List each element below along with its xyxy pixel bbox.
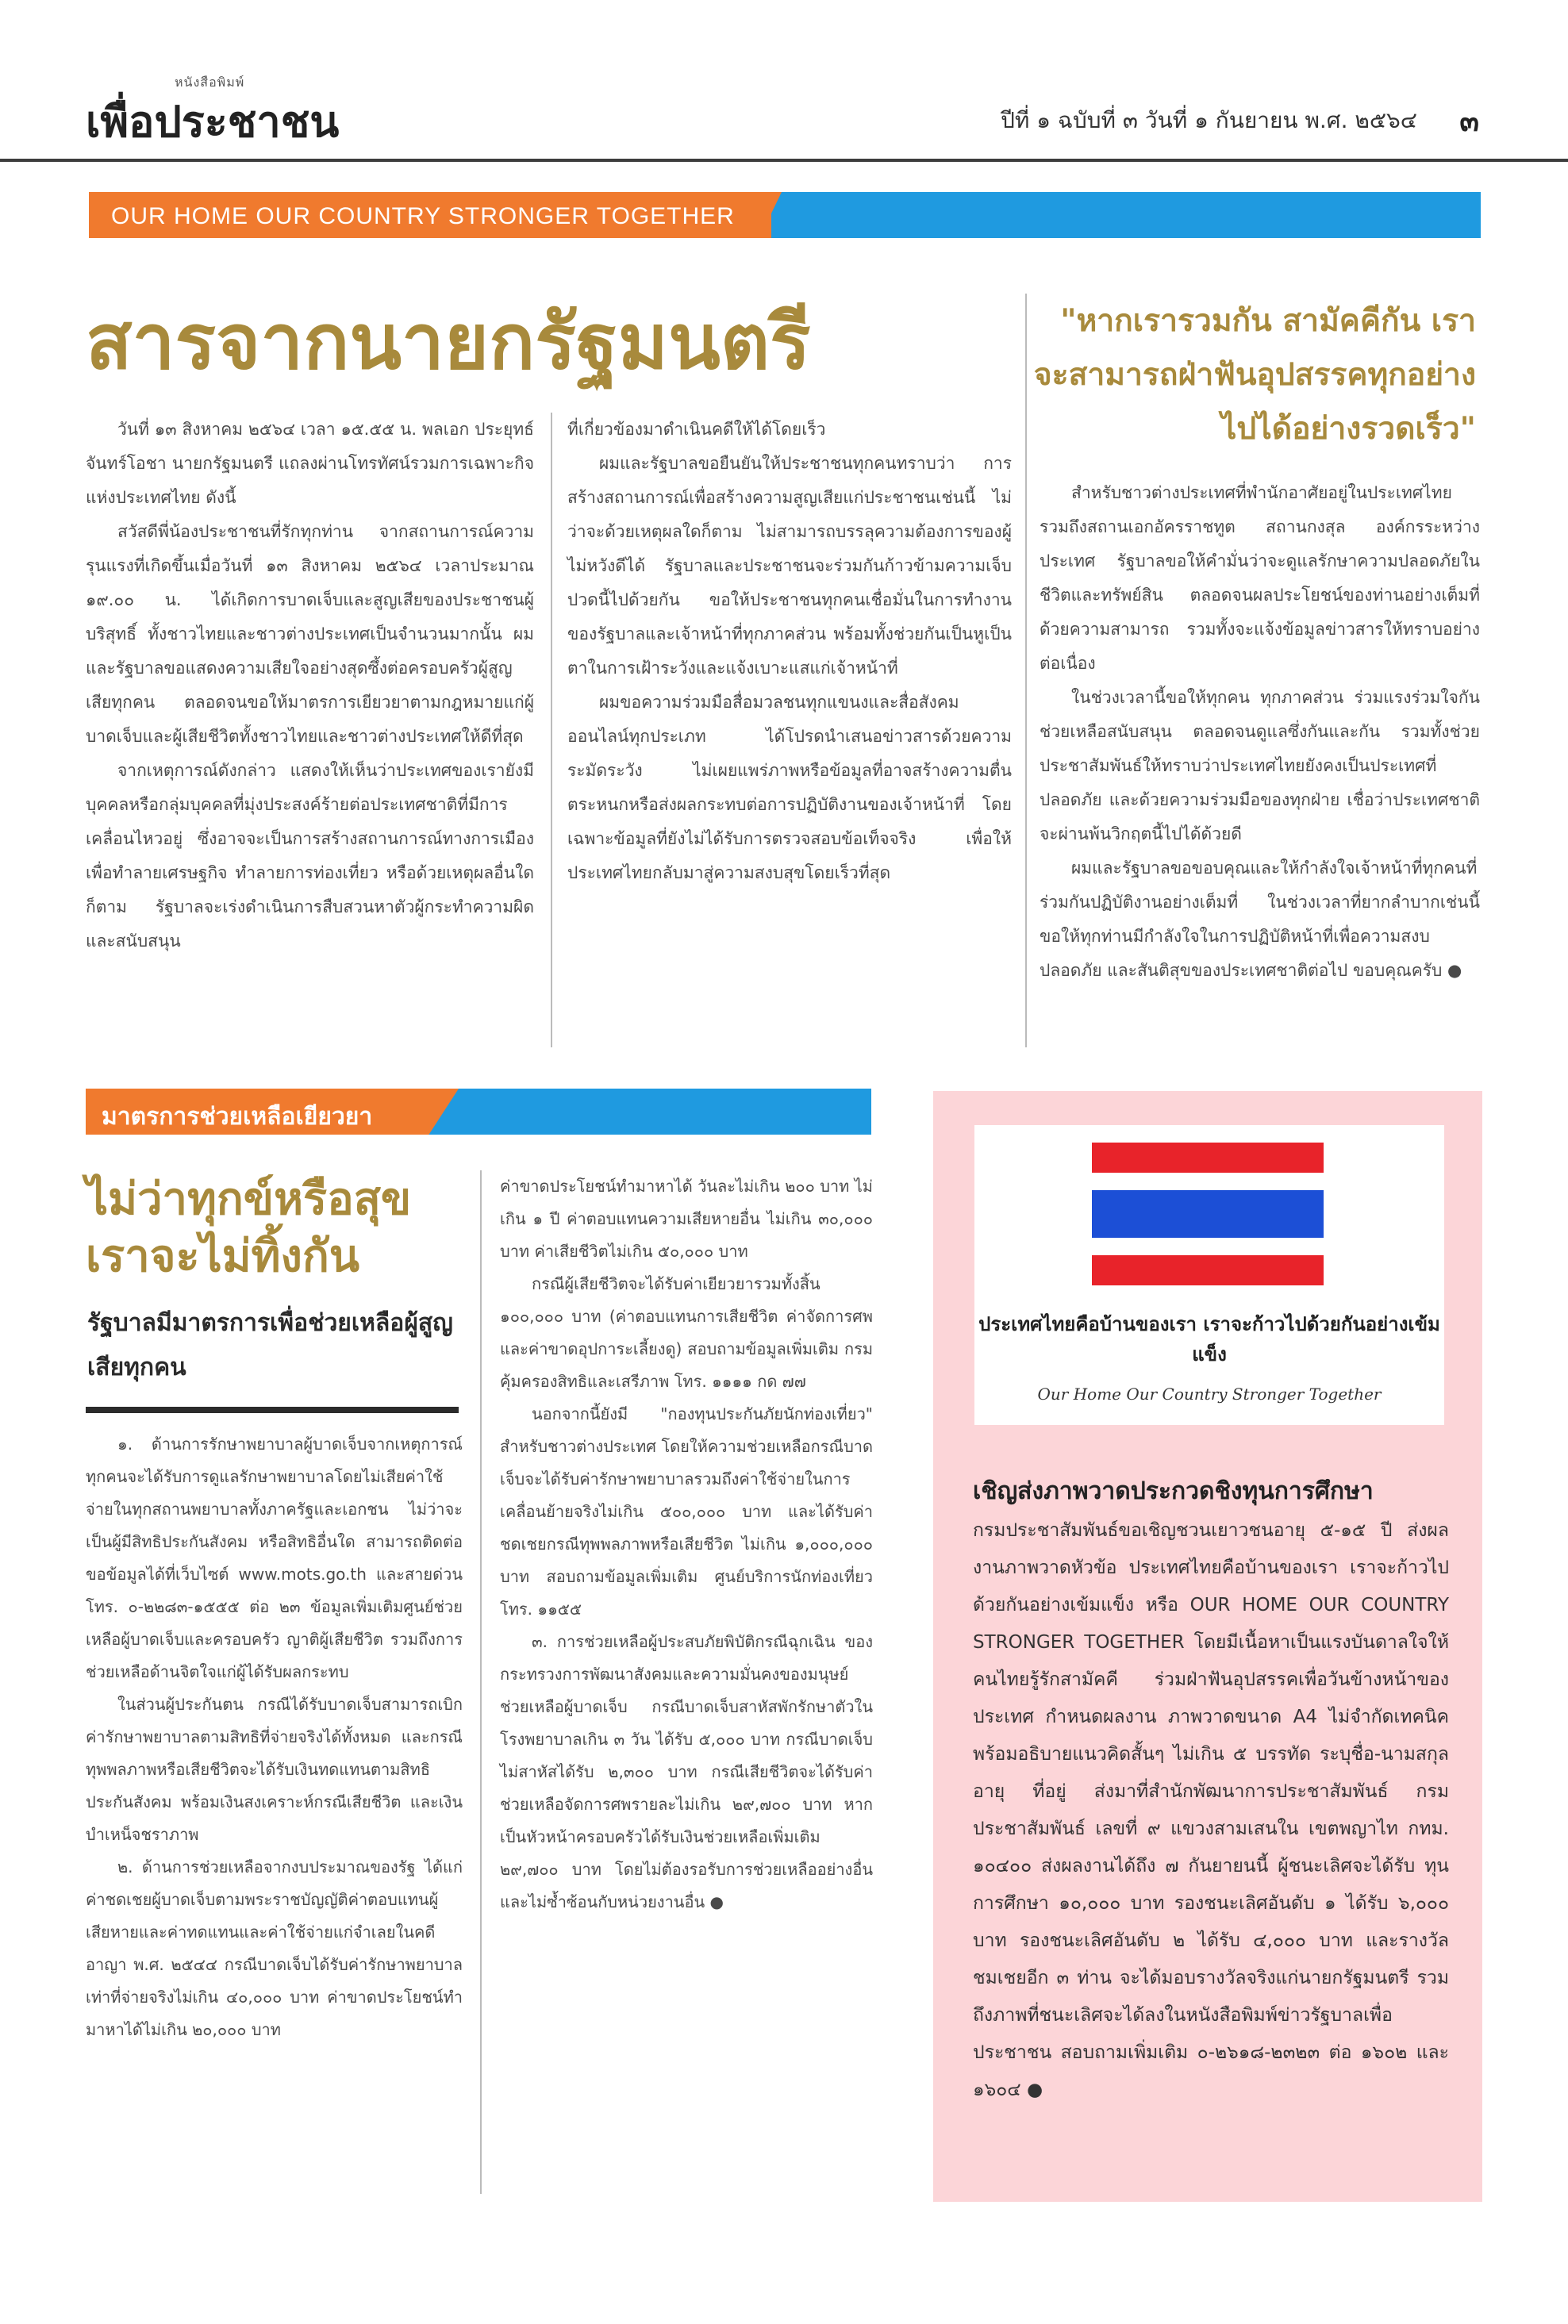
article-paragraph: ผมขอความร่วมมือสื่อมวลชนทุกแขนงและสื่อสังคมออนไลน์ทุกประเภท ได้โปรดนำเสนอข่าวสารด้วยความระมัดระวัง ไม่เผยแพร่ภาพหรือข้อมูลที่อาจสร้างความตื่นตระหนกหรือส่งผลกระทบต่อการปฏิบัติงานของเจ้าหน้าที่ โดยเฉพาะข้อมูลที่ยังไม่ได้รับการตรวจสอบข้อเท็จจริง เพื่อให้ประเทศไทยกลับมาสู่ความสงบสุขโดยเร็วที่สุด (567, 693, 1012, 882)
flag-stripe-white-bottom (1092, 1238, 1324, 1255)
masthead-divider (0, 159, 1568, 162)
relief-paragraph: ๒. ด้านการช่วยเหลือจากงบประมาณของรัฐ ได้แก่ ค่าชดเชยผู้บาดเจ็บตามพระราชบัญญัติค่าตอบแทนผู้เสียหายและค่าทดแทนและค่าใช้จ่ายแก่จำเลยในคดีอาญา พ.ศ. ๒๕๔๔ กรณีบาดเจ็บได้รับค่ารักษาพยาบาลเท่าที่จ่ายจริงไม่เกิน ๔๐,๐๐๐ บาท ค่าขาดประโยชน์ทำมาหาได้ไม่เกิน ๒๐,๐๐๐ บาท (86, 1857, 463, 2039)
relief-paragraph: ค่าขาดประโยชน์ทำมาหาได้ วันละไม่เกิน ๒๐๐ บาท ไม่เกิน ๑ ปี ค่าตอบแทนความเสียหายอื่น ไม่เกิน ๓๐,๐๐๐ บาท ค่าเสียชีวิตไม่เกิน ๕๐,๐๐๐ บาท (500, 1177, 873, 1261)
article-title: สารจากนายกรัฐมนตรี (86, 297, 811, 386)
flag-caption-english: Our Home Our Country Stronger Together (1037, 1385, 1382, 1404)
flag-caption: ประเทศไทยคือบ้านของเรา เราจะก้าวไปด้วยกันอย่างเข้มแข็ง (978, 1313, 1440, 1366)
relief-paragraph: ในส่วนผู้ประกันตน กรณีได้รับบาดเจ็บสามารถเบิกค่ารักษาพยาบาลตามสิทธิที่จ่ายจริงได้ทั้งหมด และกรณีทุพพลภาพหรือเสียชีวิตจะได้รับเงินทดแทนตามสิทธิประกันสังคม พร้อมเงินสงเคราะห์กรณีเสียชีวิต และเงินบำเหน็จชราภาพ (86, 1695, 463, 1844)
article-column-3 (1040, 476, 1480, 988)
relief-column-2 (500, 1170, 873, 1919)
newspaper-title: เพื่อประชาชน (86, 96, 340, 147)
banner-slogan: OUR HOME OUR COUNTRY STRONGER TOGETHER (111, 203, 735, 229)
article-paragraph: ผมและรัฐบาลขอยืนยันให้ประชาชนทุกคนทราบว่า การสร้างสถานการณ์เพื่อสร้างความสูญเสียแก่ประชาชนเช่นนี้ ไม่ว่าจะด้วยเหตุผลใดก็ตาม ไม่สามารถบรรลุความต้องการของผู้ไม่หวังดีได้ รัฐบาลและประชาชนจะร่วมกันก้าวข้ามความเจ็บปวดนี้ไปด้วยกัน ขอให้ประชาชนทุกคนเชื่อมั่นในการทำงานของรัฐบาลและเจ้าหน้าที่ทุกภาคส่วน พร้อมทั้งช่วยกันเป็นหูเป็นตาในการเฝ้าระวังและแจ้งเบาะแสแก่เจ้าหน้าที่ (567, 454, 1012, 678)
section-banner-label: มาตรการช่วยเหลือเยียวยา (102, 1103, 373, 1131)
relief-paragraph: นอกจากนี้ยังมี "กองทุนประกันภัยนักท่องเที่ยว" สำหรับชาวต่างประเทศ โดยให้ความช่วยเหลือกรณีบาดเจ็บจะได้รับค่ารักษาพยาบาลรวมถึงค่าใช้จ่ายในการเคลื่อนย้ายจริงไม่เกิน ๕๐๐,๐๐๐ บาท และได้รับค่าชดเชยกรณีทุพพลภาพหรือเสียชีวิต ไม่เกิน ๑,๐๐๐,๐๐๐ บาท สอบถามข้อมูลเพิ่มเติม ศูนย์บริการนักท่องเที่ยว โทร. ๑๑๕๕ (500, 1404, 873, 1619)
column-divider (551, 413, 552, 1047)
article-paragraph: วันที่ ๑๓ สิงหาคม ๒๕๖๔ เวลา ๑๕.๕๕ น. พลเอก ประยุทธ์ จันทร์โอชา นายกรัฐมนตรี แถลงผ่านโทรทัศน์รวมการเฉพาะกิจแห่งประเทศไทย ดังนี้ (86, 420, 534, 507)
flag-stripe-red-top (1092, 1143, 1324, 1173)
contest-body: กรมประชาสัมพันธ์ขอเชิญชวนเยาวชนอายุ ๕-๑๕ ปี ส่งผลงานภาพวาดหัวข้อ ประเทศไทยคือบ้านของเรา เราจะก้าวไปด้วยกันอย่างเข้มแข็ง หรือ OUR HOME OUR COUNTRY STRONGER TOGETHER โดยมีเนื้อหาเป็นแรงบันดาลใจให้คนไทยรู้รักสามัคคี ร่วมฝ่าฟันอุปสรรคเพื่อวันข้างหน้าของประเทศ กำหนดผลงาน ภาพวาดขนาด A4 ไม่จำกัดเทคนิค พร้อมอธิบายแนวคิดสั้นๆ ไม่เกิน ๕ บรรทัด ระบุชื่อ-นามสกุล อายุ ที่อยู่ ส่งมาที่สำนักพัฒนาการประชาสัมพันธ์ กรมประชาสัมพันธ์ เลขที่ ๙ แขวงสามเสนใน เขตพญาไท กทม. ๑๐๔๐๐ ส่งผลงานได้ถึง ๗ กันยายนนี้ ผู้ชนะเลิศจะได้รับ ทุนการศึกษา ๑๐,๐๐๐ บาท รองชนะเลิศอันดับ ๑ ได้รับ ๖,๐๐๐ บาท รองชนะเลิศอันดับ ๒ ได้รับ ๔,๐๐๐ บาท และรางวัลชมเชยอีก ๓ ท่าน จะได้มอบรางวัลจริงแก่นายกรัฐมนตรี รวมถึงภาพที่ชนะเลิศจะได้ลงในหนังสือพิมพ์ข่าวรัฐบาลเพื่อประชาชน สอบถามเพิ่มเติม ๐-๒๖๑๘-๒๓๒๓ ต่อ ๑๖๐๒ และ ๑๖๐๔ ● (973, 1520, 1449, 2100)
flag-stripe-blue (1092, 1190, 1324, 1238)
article-paragraph: ในช่วงเวลานี้ขอให้ทุกคน ทุกภาคส่วน ร่วมแรงร่วมใจกันช่วยเหลือสนับสนุน ตลอดจนดูแลซึ่งกันและกัน รวมทั้งช่วยประชาสัมพันธ์ให้ทราบว่าประเทศไทยยังคงเป็นประเทศที่ปลอดภัย และด้วยความร่วมมือของทุกฝ่าย เชื่อว่าประเทศชาติจะผ่านพ้นวิกฤตนี้ไปได้ด้วยดี (1040, 688, 1480, 843)
article-paragraph: สวัสดีพี่น้องประชาชนที่รักทุกท่าน จากสถานการณ์ความรุนแรงที่เกิดขึ้นเมื่อวันที่ ๑๓ สิงหาคม ๒๕๖๔ เวลาประมาณ ๑๙.๐๐ น. ได้เกิดการบาดเจ็บและสูญเสียของประชาชนผู้บริสุทธิ์ ทั้งชาวไทยและชาวต่างประเทศเป็นจำนวนมากนั้น ผมและรัฐบาลขอแสดงความเสียใจอย่างสุดซึ้งต่อครอบครัวผู้สูญเสียทุกคน ตลอดจนขอให้มาตรการเยียวยาตามกฎหมายแก่ผู้บาดเจ็บและผู้เสียชีวิตทั้งชาวไทยและชาวต่างประเทศให้ดีที่สุด (86, 522, 534, 746)
section-subtitle: รัฐบาลมีมาตรการเพื่อช่วยเหลือผู้สูญเสียทุกคน (87, 1309, 453, 1381)
article-paragraph: ที่เกี่ยวข้องมาดำเนินคดีให้ได้โดยเร็ว (567, 420, 826, 439)
banner-blue-band (738, 192, 1481, 238)
column-divider (1025, 294, 1027, 1047)
article-paragraph: จากเหตุการณ์ดังกล่าว แสดงให้เห็นว่าประเทศของเรายังมีบุคคลหรือกลุ่มบุคคลที่มุ่งประสงค์ร้ายต่อประเทศชาติที่มีการเคลื่อนไหวอยู่ ซึ่งอาจจะเป็นการสร้างสถานการณ์ทางการเมือง เพื่อทำลายเศรษฐกิจ ทำลายการท่องเที่ยว หรือด้วยเหตุผลอื่นใดก็ตาม รัฐบาลจะเร่งดำเนินการสืบสวนหาตัวผู้กระทำความผิดและสนับสนุน (86, 761, 534, 951)
section-rule (86, 1407, 459, 1413)
issue-info: ปีที่ ๑ ฉบับที่ ๓ วันที่ ๑ กันยายน พ.ศ. ๒๕๖๔ (1001, 107, 1417, 133)
article-column-1 (86, 413, 534, 958)
relief-column-1 (86, 1428, 463, 2046)
column-divider (480, 1170, 482, 2194)
masthead (0, 0, 1568, 163)
section-title: ไม่ว่าทุกข์หรือสุข เราจะไม่ทิ้งกัน (86, 1173, 412, 1282)
flag-stripe-white-top (1092, 1173, 1324, 1190)
pull-quote: "หากเรารวมกัน สามัคคีกัน เราจะสามารถฝ่าฟันอุปสรรคทุกอย่างไปได้อย่างรวดเร็ว" (1033, 302, 1476, 447)
article-paragraph: สำหรับชาวต่างประเทศที่พำนักอาศัยอยู่ในประเทศไทย รวมถึงสถานเอกอัครราชทูต สถานกงสุล องค์กรระหว่างประเทศ รัฐบาลขอให้คำมั่นว่าจะดูแลรักษาความปลอดภัยในชีวิตและทรัพย์สิน ตลอดจนผลประโยชน์ของท่านอย่างเต็มที่ด้วยความสามารถ รวมทั้งจะแจ้งข้อมูลข่าวสารให้ทราบอย่างต่อเนื่อง (1040, 483, 1480, 673)
masthead-kicker: หนังสือพิมพ์ (175, 75, 245, 90)
article-paragraph: ผมและรัฐบาลขอขอบคุณและให้กำลังใจเจ้าหน้าที่ทุกคนที่ร่วมกันปฏิบัติงานอย่างเต็มที่ ในช่วงเวลาที่ยากลำบากเช่นนี้ ขอให้ทุกท่านมีกำลังใจในการปฏิบัติหน้าที่เพื่อความสงบ ปลอดภัย และสันติสุขของประเทศชาติต่อไป ขอบคุณครับ ● (1040, 859, 1480, 980)
contest-heading: เชิญส่งภาพวาดประกวดชิงทุนการศึกษา (973, 1477, 1374, 1505)
page-number: ๓ (1459, 106, 1479, 138)
relief-paragraph: ๓. การช่วยเหลือผู้ประสบภัยพิบัติกรณีฉุกเฉิน ของกระทรวงการพัฒนาสังคมและความมั่นคงของมนุษย์ ช่วยเหลือผู้บาดเจ็บ กรณีบาดเจ็บสาหัสพักรักษาตัวในโรงพยาบาลเกิน ๓ วัน ได้รับ ๕,๐๐๐ บาท กรณีบาดเจ็บไม่สาหัสได้รับ ๒,๓๐๐ บาท กรณีเสียชีวิตจะได้รับค่าช่วยเหลือจัดการศพรายละไม่เกิน ๒๙,๗๐๐ บาท หากเป็นหัวหน้าครอบครัวได้รับเงินช่วยเหลือเพิ่มเติม ๒๙,๗๐๐ บาท โดยไม่ต้องรอรับการช่วยเหลืออย่างอื่น และไม่ซ้ำซ้อนกับหน่วยงานอื่น ● (500, 1632, 873, 1911)
relief-paragraph: ๑. ด้านการรักษาพยาบาลผู้บาดเจ็บจากเหตุการณ์ ทุกคนจะได้รับการดูแลรักษาพยาบาลโดยไม่เสียค่าใช้จ่ายในทุกสถานพยาบาลทั้งภาครัฐและเอกชน ไม่ว่าจะเป็นผู้มีสิทธิประกันสังคม หรือสิทธิอื่นใด สามารถติดต่อขอข้อมูลได้ที่เว็บไซต์ www.mots.go.th และสายด่วน โทร. ๐-๒๒๘๓-๑๕๕๕ ต่อ ๒๓ ข้อมูลเพิ่มเติมศูนย์ช่วยเหลือผู้บาดเจ็บและครอบครัว ญาติผู้เสียชีวิต รวมถึงการช่วยเหลือด้านจิตใจแก่ผู้ได้รับผลกระทบ (86, 1435, 463, 1681)
flag-stripe-red-bottom (1092, 1255, 1324, 1285)
relief-paragraph: กรณีผู้เสียชีวิตจะได้รับค่าเยียวยารวมทั้งสิ้น ๑๐๐,๐๐๐ บาท (ค่าตอบแทนการเสียชีวิต ค่าจัดการศพ และค่าขาดอุปการะเลี้ยงดู) สอบถามข้อมูลเพิ่มเติม กรมคุ้มครองสิทธิและเสรีภาพ โทร. ๑๑๑๑ กด ๗๗ (500, 1274, 873, 1391)
article-column-2 (567, 413, 1012, 890)
